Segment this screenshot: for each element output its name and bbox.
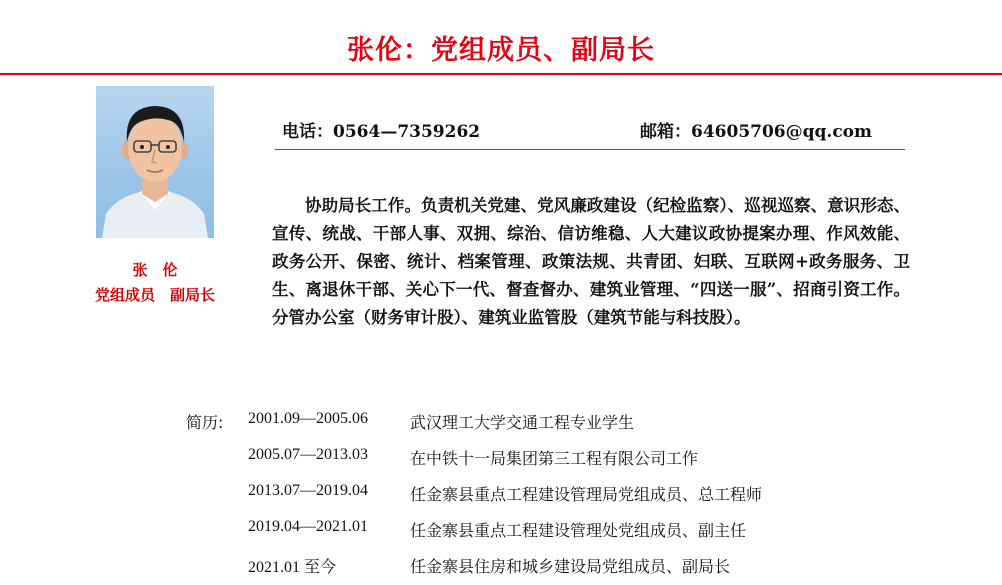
page-title: 张伦：党组成员、副局长 (347, 35, 655, 66)
resume-period: 2019.04—2021.01 (248, 518, 368, 535)
profile-role: 党组成员 副局长 (94, 286, 215, 304)
resume-period: 2021.01 至今 (248, 559, 337, 576)
duties-paragraph: 协助局长工作。负责机关党建、党风廉政建设（纪检监察）、巡视巡察、意识形态、宣传、统战、干部人事、双拥、综治、信访维稳、人大建议政协提案办理、作风效能、政务公开、保密、统计、档案管理、政策法规、共青团、妇联、互联网+政务服务、卫生、离退休干部、关心下一代、督查督办、建筑业管理、“四送一服”、招商引资工作。分管办公室（财务审计股）、建筑业监管股（建筑节能与科技股）。 (272, 196, 910, 327)
profile-photo (96, 86, 214, 238)
title-divider (0, 73, 1002, 75)
resume-description: 任金寨县住房和城乡建设局党组成员、副局长 (410, 557, 731, 576)
resume-description: 任金寨县重点工程建设管理处党组成员、副主任 (410, 521, 747, 540)
resume-period: 2013.07—2019.04 (248, 482, 368, 499)
phone-text: 电话：0564—7359262 (282, 122, 481, 142)
resume-period: 2005.07—2013.03 (248, 446, 368, 463)
resume-description: 在中铁十一局集团第三工程有限公司工作 (410, 449, 699, 468)
profile-name: 张 伦 (132, 261, 178, 279)
resume-description: 武汉理工大学交通工程专业学生 (410, 413, 635, 432)
resume-label: 简历: (186, 413, 224, 432)
email-text: 邮箱：64605706@qq.com (640, 122, 872, 142)
resume-description: 任金寨县重点工程建设管理局党组成员、总工程师 (410, 485, 763, 504)
resume-period: 2001.09—2005.06 (248, 410, 368, 427)
contact-divider (275, 149, 905, 150)
